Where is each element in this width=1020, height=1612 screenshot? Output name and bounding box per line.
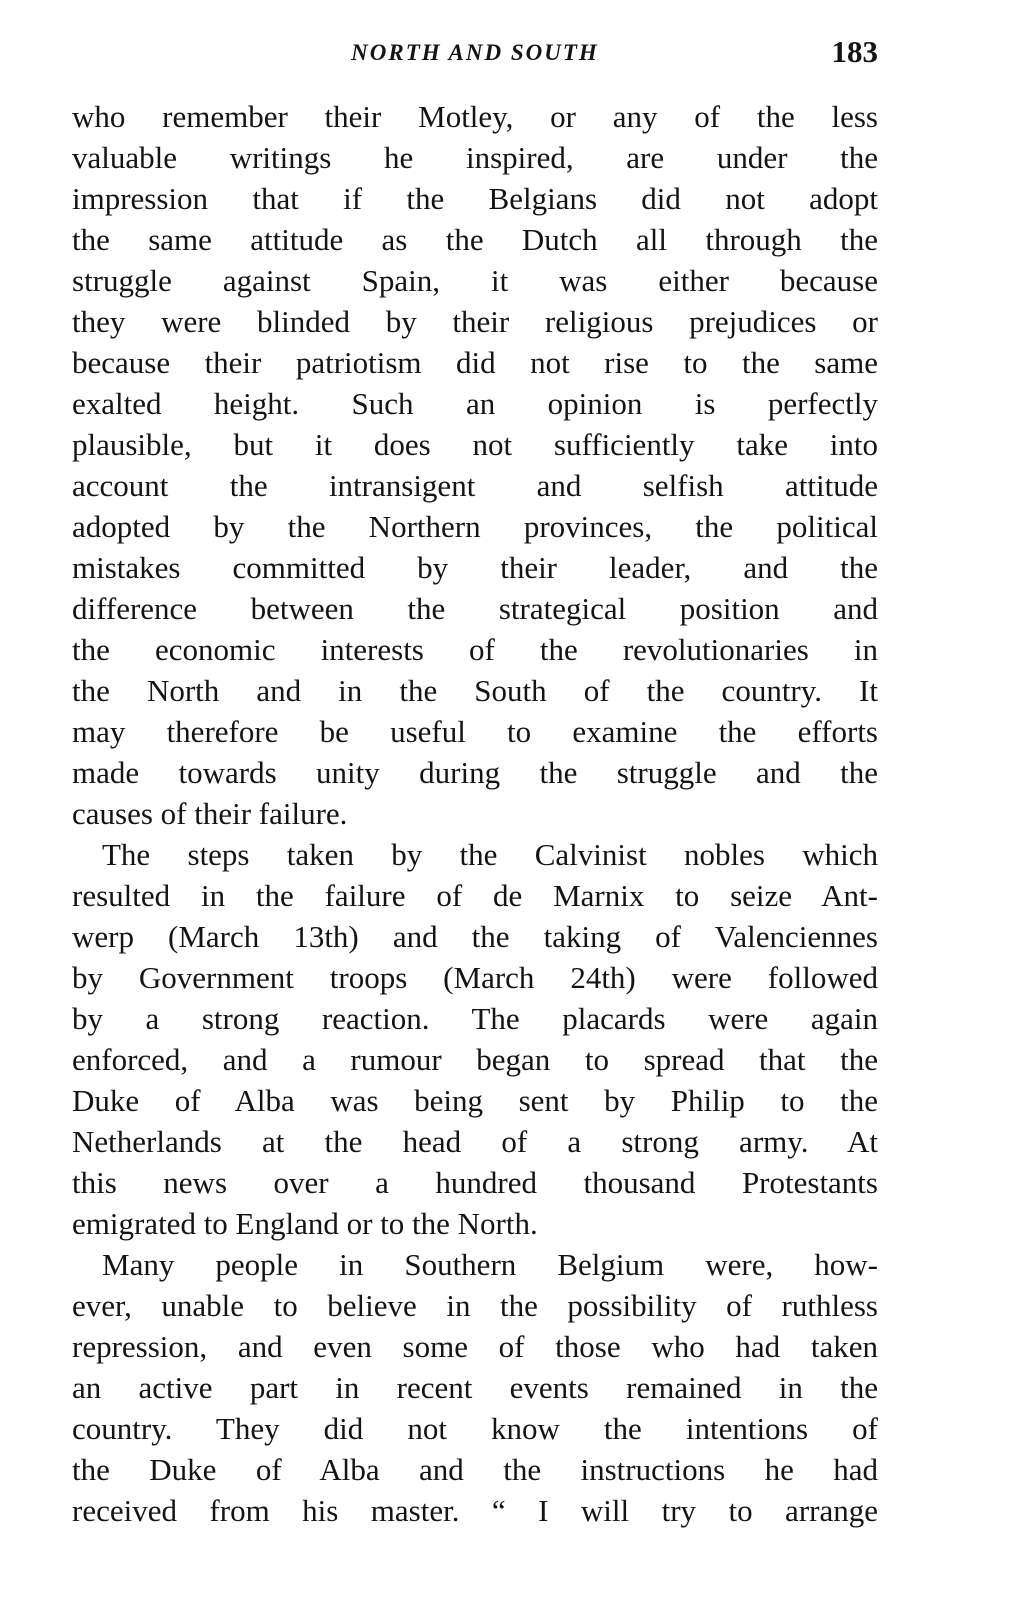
text-line: account the intransigent and selfish attitude xyxy=(72,468,878,503)
text-line: the same attitude as the Dutch all through the xyxy=(72,222,878,257)
text-line: this news over a hundred thousand Protestants xyxy=(72,1165,878,1200)
paragraph xyxy=(72,834,878,1244)
text-line: ever, unable to believe in the possibility of ruthless xyxy=(72,1288,878,1323)
text-line: exalted height. Such an opinion is perfectly xyxy=(72,386,878,421)
text-line: emigrated to England or to the North. xyxy=(72,1206,538,1241)
text-line: received from his master. “ I will try to arrange xyxy=(72,1493,878,1528)
text-line: Duke of Alba was being sent by Philip to the xyxy=(72,1083,878,1118)
paragraph xyxy=(72,96,878,834)
text-line: because their patriotism did not rise to the same xyxy=(72,345,878,380)
text-line: the economic interests of the revolutionaries in xyxy=(72,632,878,667)
text-line: country. They did not know the intentions of xyxy=(72,1411,878,1446)
text-line: the North and in the South of the country. It xyxy=(72,673,878,708)
text-line: difference between the strategical position and xyxy=(72,591,878,626)
running-head xyxy=(72,34,878,70)
text-line: an active part in recent events remained in the xyxy=(72,1370,878,1405)
text-line: by a strong reaction. The placards were again xyxy=(72,1001,878,1036)
body-text xyxy=(72,96,878,1531)
text-line: may therefore be useful to examine the efforts xyxy=(72,714,878,749)
text-line: enforced, and a rumour began to spread that the xyxy=(72,1042,878,1077)
text-line: resulted in the failure of de Marnix to seize Ant- xyxy=(72,878,878,913)
running-title: NORTH AND SOUTH xyxy=(351,40,599,65)
text-line: causes of their failure. xyxy=(72,796,348,831)
text-line: plausible, but it does not sufficiently take into xyxy=(72,427,878,462)
paragraph xyxy=(72,1244,878,1531)
text-line: who remember their Motley, or any of the less xyxy=(72,99,878,134)
text-line: Many people in Southern Belgium were, how- xyxy=(102,1247,878,1282)
text-line: they were blinded by their religious prejudices or xyxy=(72,304,878,339)
text-line: werp (March 13th) and the taking of Valenciennes xyxy=(72,919,878,954)
text-line: adopted by the Northern provinces, the political xyxy=(72,509,878,544)
text-line: Netherlands at the head of a strong army. At xyxy=(72,1124,878,1159)
text-line: The steps taken by the Calvinist nobles which xyxy=(102,837,878,872)
text-line: struggle against Spain, it was either because xyxy=(72,263,878,298)
text-line: made towards unity during the struggle and the xyxy=(72,755,878,790)
text-line: repression, and even some of those who had taken xyxy=(72,1329,878,1364)
text-line: valuable writings he inspired, are under the xyxy=(72,140,878,175)
text-line: mistakes committed by their leader, and the xyxy=(72,550,878,585)
text-line: impression that if the Belgians did not adopt xyxy=(72,181,878,216)
text-line: the Duke of Alba and the instructions he had xyxy=(72,1452,878,1487)
text-line: by Government troops (March 24th) were followed xyxy=(72,960,878,995)
page-number: 183 xyxy=(831,34,878,69)
